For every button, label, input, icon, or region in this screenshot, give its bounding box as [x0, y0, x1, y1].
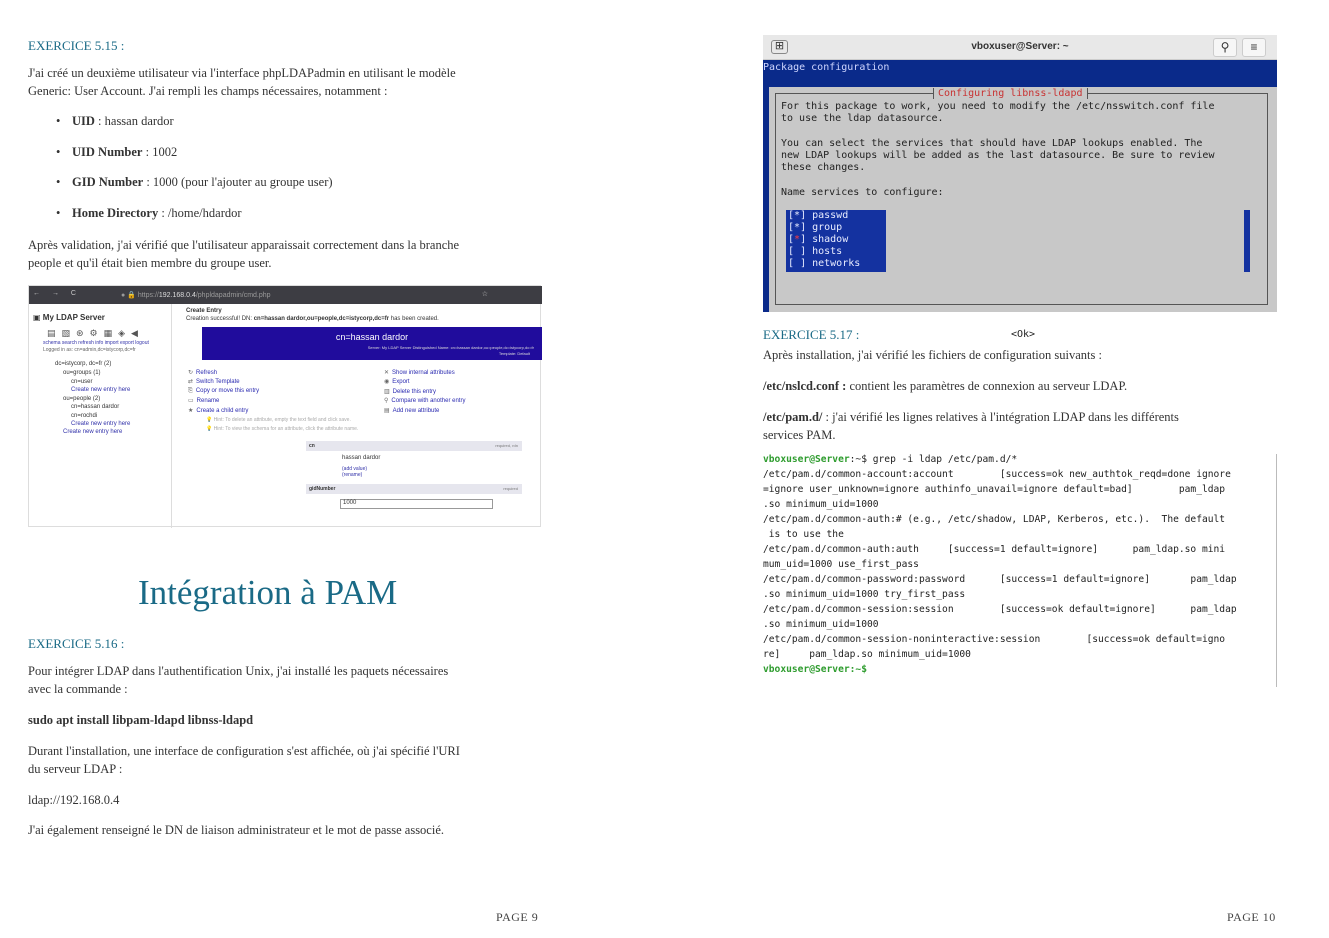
toolbar-icons: ▤▧⊛⚙▦◈◀: [47, 328, 144, 338]
ex516-p1-line2: avec la commande :: [28, 682, 128, 696]
output-line: /etc/pam.d/common-session-noninteractive:session [success=ok default=igno: [763, 634, 1226, 645]
create-entry-title: Create Entry: [186, 308, 222, 314]
export-icon: ◉: [384, 379, 390, 385]
field-label: Home Directory: [72, 206, 159, 220]
refresh-icon: ↻: [188, 370, 194, 376]
bullet-gid-number: [56, 175, 333, 190]
ldap-uri: ldap://192.168.0.4: [28, 793, 120, 807]
pam-paragraph-line1: [763, 408, 1179, 426]
install-command: sudo apt install libpam-ldapd libnss-ldapd: [28, 713, 254, 727]
tree-node-user: cn=user: [71, 379, 93, 385]
gid-number-input: 1000: [340, 499, 493, 509]
window-title: vboxuser@Server: ~: [971, 41, 1069, 52]
dialog-text-line: to use the ldap datasource.: [781, 113, 944, 124]
add-icon: ▤: [384, 408, 390, 414]
service-shadow: [788, 234, 848, 245]
url-prefix: https://: [137, 292, 159, 299]
pam-label: /etc/pam.d/: [763, 410, 823, 424]
terminal-prompt: vboxuser@Server: [763, 454, 850, 465]
service-hosts: [788, 246, 842, 257]
field-value: : 1000 (pour l'ajouter au groupe user): [143, 175, 333, 189]
services-list: [786, 210, 886, 272]
menu-icon: ≡: [1242, 38, 1266, 57]
page-number: PAGE 9: [496, 910, 539, 924]
cross-icon: ✕: [384, 370, 390, 376]
bullet-dot-icon: •: [56, 114, 61, 128]
nslcd-label: /etc/nslcd.conf :: [763, 379, 847, 393]
field-value: : /home/hdardor: [158, 206, 242, 220]
dialog-text-line: Name services to configure:: [781, 187, 944, 198]
hint-text: Hint: To view the schema for an attribute, click the attribute name.: [213, 426, 359, 432]
tree-create-link: Create new entry here: [71, 387, 131, 393]
action-label: Refresh: [196, 370, 218, 376]
pam-paragraph-line2: services PAM.: [763, 428, 836, 442]
service-name: ] passwd: [800, 210, 849, 221]
dialog-text-line: For this package to work, you need to modify the /etc/nsswitch.conf file: [781, 101, 1215, 112]
add-value-link: (add value): [342, 466, 368, 472]
box-left: [: [788, 246, 795, 257]
action-label: Show internal attributes: [392, 370, 455, 376]
action-label: Create a child entry: [196, 408, 249, 414]
ok-button: <Ok>: [1010, 329, 1036, 340]
toolbar-links: schema search refresh info import export logout: [43, 340, 149, 346]
server-name: [33, 313, 105, 322]
ex515-after-line2: people et qu'il était bien membre du groupe user.: [28, 256, 272, 270]
dialog-title: Configuring libnss-ldapd: [933, 88, 1088, 99]
attr-name: gidNumber: [309, 486, 336, 492]
terminal-command: :~$: [849, 664, 867, 675]
output-line: /etc/pam.d/common-session:session [success=ok default=ignore] pam_ldap: [763, 604, 1237, 615]
server-label: My LDAP Server: [42, 313, 105, 322]
hint-schema: 💡 Hint: To view the schema for an attribute, click the attribute name.: [206, 426, 359, 432]
bullet-dot-icon: •: [56, 145, 61, 159]
trash-icon: ▥: [384, 389, 390, 395]
msg-dn: cn=hassan dardor,ou=people,dc=istycorp,dc=fr: [253, 316, 390, 322]
exercise-5-15-heading: EXERCICE 5.15 :: [28, 38, 125, 53]
action-switch-template: [188, 378, 240, 385]
check-mark: *: [794, 222, 801, 233]
grep-terminal-output: [763, 454, 1277, 687]
dialog-text-line: these changes.: [781, 162, 866, 173]
output-line: /etc/pam.d/common-password:password [success=1 default=ignore] pam_ldap: [763, 574, 1237, 585]
page-number: PAGE 10: [1227, 910, 1276, 924]
output-line: =ignore user_unknown=ignore authinfo_unavail=ignore default=bad] pam_ldap: [763, 484, 1226, 495]
check-mark: *: [794, 234, 801, 245]
url-path: /phpldapadmin/cmd.php: [195, 292, 271, 299]
banner-dn: Server: My LDAP Server Distinguished Name: cn=hassan dardor,ou=people,dc=istycorp,dc=fr: [367, 345, 534, 350]
ex516-p1-line1: Pour intégrer LDAP dans l'authentification Unix, j'ai installé les paquets nécessaires: [28, 664, 449, 678]
service-name: ] hosts: [800, 246, 843, 257]
tree-node-groups: ou=groups (1): [63, 370, 101, 376]
check-mark: *: [794, 210, 801, 221]
browser-nav-icons: ← → C: [33, 290, 81, 297]
service-passwd: [788, 210, 848, 221]
dialog-text-line: new LDAP lookups will be added as the last datasource. Be sure to review: [781, 150, 1215, 161]
banner-template: Template: Default: [498, 351, 530, 356]
ex515-after-line1: Après validation, j'ai vérifié que l'utilisateur apparaissait correctement dans la branche: [28, 238, 460, 252]
output-line: mum_uid=1000 use_first_pass: [763, 559, 919, 570]
dialog-text-line: You can select the services that should have LDAP lookups enabled. The: [781, 138, 1203, 149]
server-icon: ▣: [33, 313, 41, 322]
box-left: [: [788, 258, 795, 269]
exercise-5-16-heading: EXERCICE 5.16 :: [28, 636, 125, 651]
service-name: ] networks: [800, 258, 861, 269]
pam-text: : j'ai vérifié les lignes relatives à l'intégration LDAP dans les différents: [822, 410, 1179, 424]
action-label: Rename: [196, 398, 220, 404]
box-left: [: [788, 222, 795, 233]
attr-required: required, rdn: [495, 443, 518, 448]
grep-command-line: [763, 454, 1017, 466]
logged-in-label: Logged in as: cn=admin,dc=istycorp,dc=fr: [43, 347, 136, 353]
action-compare: [384, 397, 465, 404]
msg-suffix: has been created.: [389, 316, 439, 322]
copy-icon: ⎘: [188, 388, 193, 394]
new-tab-icon: ⊞: [771, 40, 788, 54]
hint-delete: 💡 Hint: To delete an attribute, empty the text field and click save.: [206, 417, 351, 423]
terminal-command: :~$ grep -i ldap /etc/pam.d/*: [849, 454, 1018, 465]
list-scrollbar: [1244, 210, 1250, 272]
action-label: Export: [392, 379, 410, 385]
bullet-dot-icon: •: [56, 206, 61, 220]
ex516-p2-line1: Durant l'installation, une interface de configuration s'est affichée, où j'ai spécifié l'URI: [28, 744, 460, 758]
service-group: [788, 222, 842, 233]
tree-node-rochdi: cn=rochdi: [71, 413, 98, 419]
field-label: UID: [72, 114, 95, 128]
nslcd-text: contient les paramètres de connexion au serveur LDAP.: [846, 379, 1128, 393]
action-export: [384, 378, 410, 385]
attr-cn-header: [306, 441, 522, 451]
entry-banner: [202, 327, 542, 360]
package-configuration-label: Package configuration: [763, 62, 890, 73]
output-line: is to use the: [763, 529, 844, 540]
action-label: Add new attribute: [392, 408, 440, 414]
ex515-intro-line1: J'ai créé un deuxième utilisateur via l'interface phpLDAPadmin en utilisant le modèle: [28, 66, 456, 80]
output-line: .so minimum_uid=1000: [763, 619, 879, 630]
action-delete: [384, 388, 436, 395]
output-line: .so minimum_uid=1000 try_first_pass: [763, 589, 966, 600]
banner-cn: cn=hassan dardor: [335, 332, 409, 342]
box-left: [: [788, 210, 795, 221]
output-line: .so minimum_uid=1000: [763, 499, 879, 510]
msg-prefix: Creation successful! DN:: [186, 316, 254, 322]
ex515-intro-line2: Generic: User Account. J'ai rempli les champs nécessaires, notamment :: [28, 84, 388, 98]
output-line: /etc/pam.d/common-account:account [success=ok new_authtok_reqd=done ignore: [763, 469, 1231, 480]
bullet-uid-number: [56, 145, 178, 160]
output-line: /etc/pam.d/common-auth:auth [success=1 default=ignore] pam_ldap.so mini: [763, 544, 1226, 555]
action-create-child: [188, 407, 248, 414]
field-label: GID Number: [72, 175, 144, 189]
action-refresh: [188, 369, 217, 376]
action-label: Copy or move this entry: [195, 388, 260, 394]
terminal-titlebar: [763, 35, 1277, 60]
tree-node-hassan: cn=hassan dardor: [71, 404, 120, 410]
service-name: ] group: [800, 222, 843, 233]
ex517-intro: Après installation, j'ai vérifié les fichiers de configuration suivants :: [763, 348, 1102, 362]
rename-link: (rename): [342, 472, 363, 478]
ldap-main-panel: [173, 304, 542, 528]
attr-name: cn: [309, 443, 315, 449]
url-host: 192.168.0.4: [158, 292, 196, 299]
bullet-dot-icon: •: [56, 175, 61, 189]
action-show-internal: [384, 369, 455, 376]
service-name: ] shadow: [800, 234, 849, 245]
ex516-p2-line2: du serveur LDAP :: [28, 762, 123, 776]
ldap-tree-panel: [29, 304, 172, 528]
browser-toolbar: [29, 286, 542, 304]
ex516-p3: J'ai également renseigné le DN de liaison administrateur et le mot de passe associé.: [28, 823, 445, 837]
exercise-5-17-heading: EXERCICE 5.17 :: [763, 327, 860, 342]
bookmark-star-icon: ☆: [481, 291, 488, 298]
attr-cn-value: hassan dardor: [342, 455, 381, 461]
phpldapadmin-screenshot: [28, 285, 541, 527]
rename-icon: ▭: [188, 398, 194, 404]
service-networks: [788, 258, 860, 269]
tree-create-link: Create new entry here: [71, 421, 131, 427]
tree-node-people: ou=people (2): [63, 396, 101, 402]
nslcd-paragraph: [763, 377, 1127, 395]
output-line: re] pam_ldap.so minimum_uid=1000: [763, 649, 971, 660]
action-add-attribute: [384, 407, 439, 414]
action-label: Switch Template: [196, 379, 240, 385]
create-success-message: [186, 316, 439, 322]
terminal-prompt: vboxuser@Server: [763, 664, 850, 675]
action-rename: [188, 397, 219, 404]
compare-icon: ⚲: [384, 398, 389, 404]
grep-end-prompt: [763, 664, 867, 676]
bullet-uid: [56, 114, 174, 129]
tree-node-root: dc=istycorp, dc=fr (2): [55, 361, 112, 367]
box-left: [: [788, 234, 795, 245]
star-icon: ★: [188, 408, 194, 414]
section-title: Intégration à PAM: [138, 573, 398, 612]
page-right: [665, 0, 1329, 938]
field-value: : hassan dardor: [94, 114, 174, 128]
attr-gid-header: [306, 484, 522, 494]
search-icon: ⚲: [1213, 38, 1237, 57]
switch-icon: ⇄: [188, 379, 194, 385]
action-copy-move: [188, 388, 259, 395]
attr-required: required: [503, 486, 518, 491]
bullet-home-directory: [56, 206, 242, 221]
address-bar: ● 🔒 https://192.168.0.4/phpldapadmin/cmd.php: [121, 292, 271, 299]
action-label: Delete this entry: [392, 389, 437, 395]
hint-text: Hint: To delete an attribute, empty the text field and click save.: [213, 417, 351, 423]
field-value: : 1002: [142, 145, 178, 159]
action-label: Compare with another entry: [391, 398, 466, 404]
field-label: UID Number: [72, 145, 143, 159]
output-line: /etc/pam.d/common-auth:# (e.g., /etc/shadow, LDAP, Kerberos, etc.). The default: [763, 514, 1226, 525]
tree-create-link: Create new entry here: [63, 429, 123, 435]
